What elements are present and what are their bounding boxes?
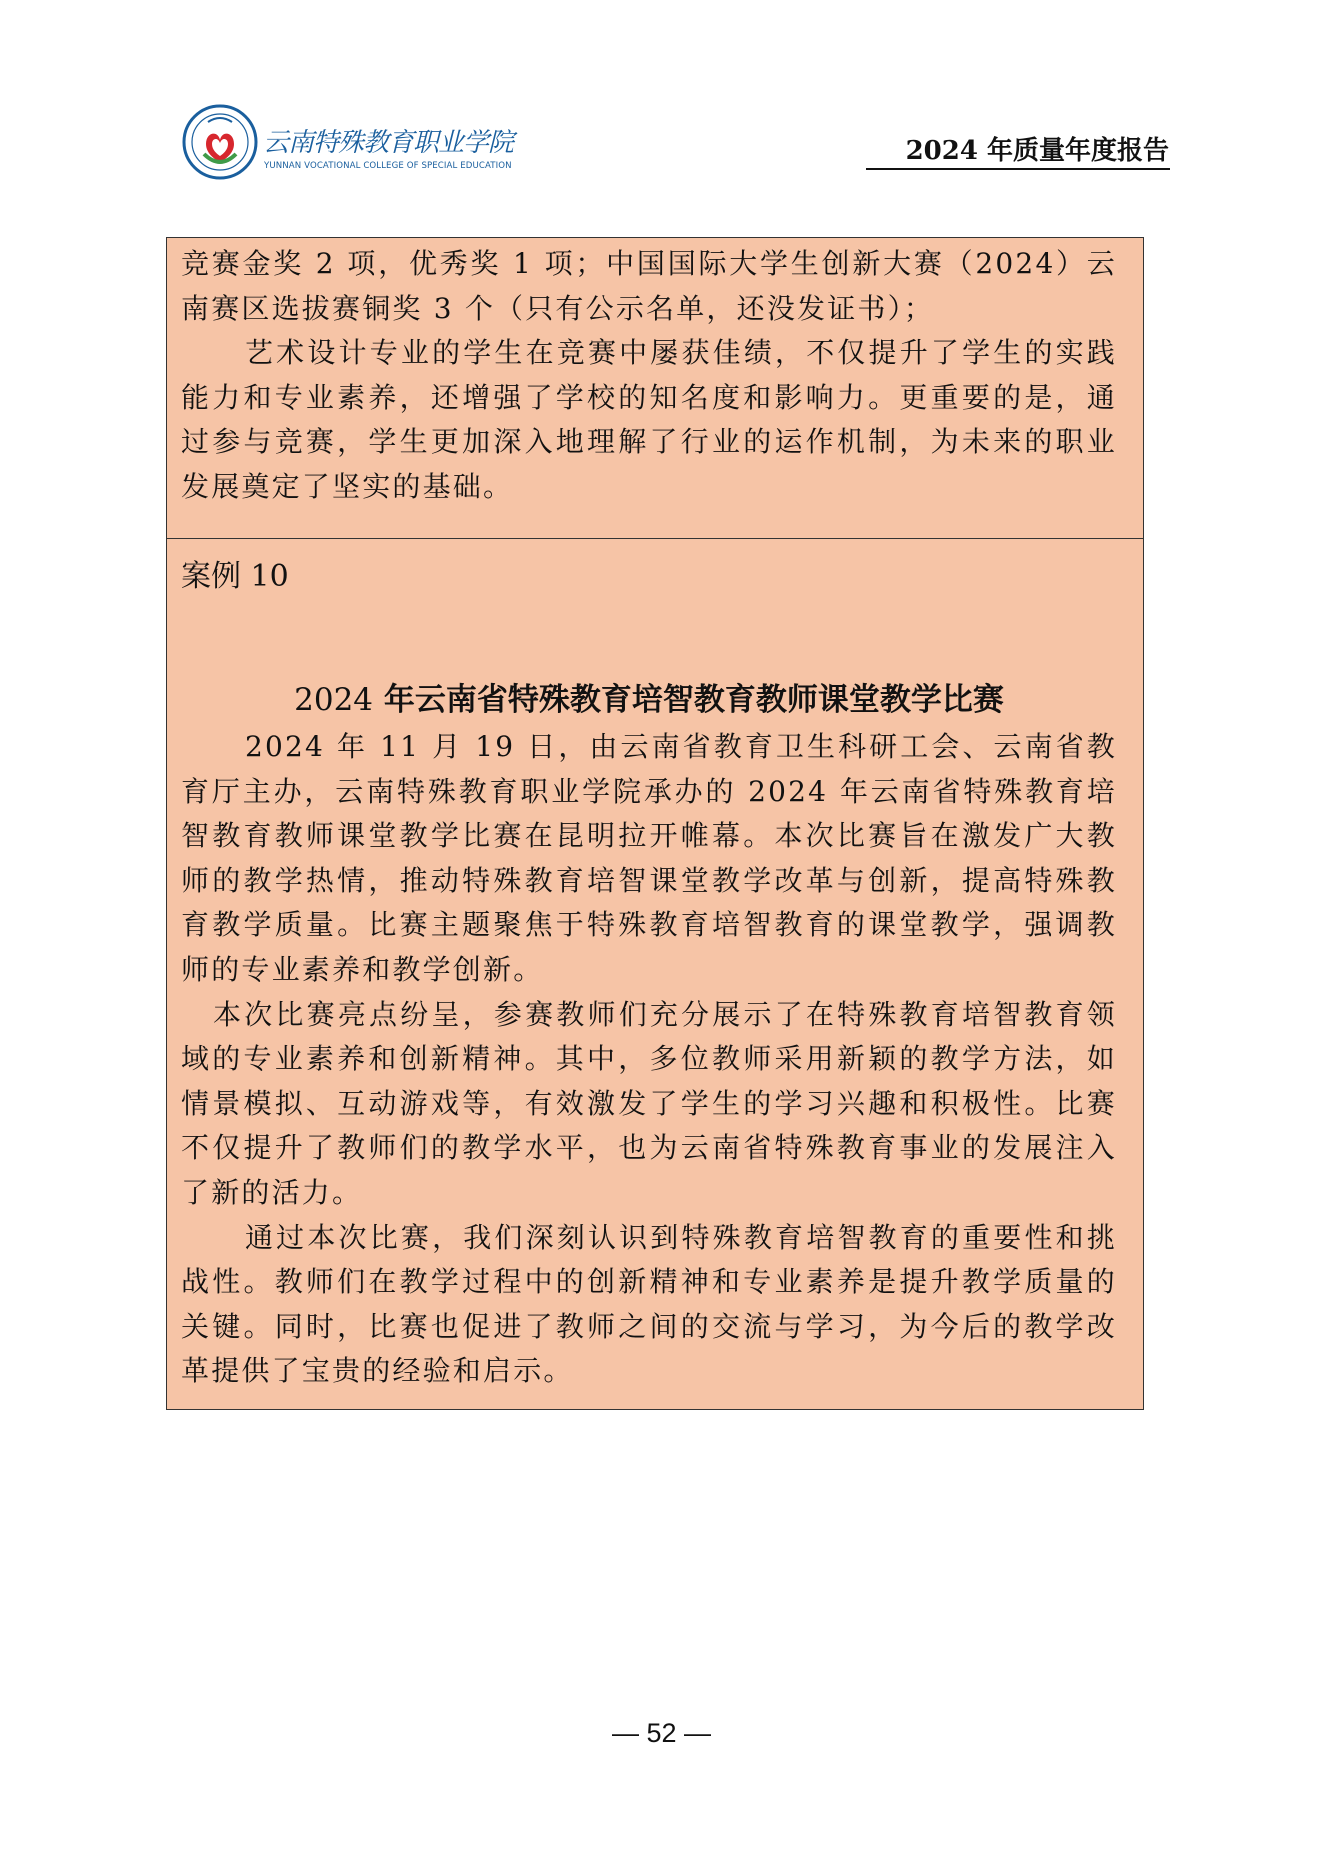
table-row-case: [167, 539, 1144, 1410]
case-paragraph-1: 2024 年 11 月 19 日，由云南省教育卫生科研工会、云南省教育厅主办，云南特殊教育职业学院承办的 2024 年云南省特殊教育培智教育教师课堂教学比赛在昆明拉开帷幕。本次比赛旨在激发广大教师的教学热情，推动特殊教育培智课堂教学改革与创新，提高特殊教育教学质量。比赛主题聚焦于特殊教育培智教育的课堂教学，强调教师的专业素养和教学创新。: [181, 730, 1117, 986]
continued-paragraph-1: 竞赛金奖 2 项，优秀奖 1 项；中国国际大学生创新大赛（2024）云南赛区选拔赛铜奖 3 个（只有公示名单，还没发证书）；: [181, 247, 1117, 325]
case-paragraph-3: 通过本次比赛，我们深刻认识到特殊教育培智教育的重要性和挑战性。教师们在教学过程中的创新精神和专业素养是提升教学质量的关键。同时，比赛也促进了教师之间的交流与学习，为今后的教学改革提供了宝贵的经验和启示。: [181, 1220, 1117, 1388]
continued-cell: [167, 238, 1144, 539]
case-title-text: 年云南省特殊教育培智教育教师课堂教学比赛: [383, 682, 1004, 718]
case-label-text: 案例: [181, 559, 241, 594]
college-seal-icon: [182, 104, 258, 180]
case-title: [181, 675, 1117, 725]
case-number: 10: [250, 559, 289, 594]
header-rule: [866, 168, 1170, 170]
case-label: [181, 539, 1117, 601]
case-title-year: 2024: [294, 682, 374, 718]
report-title: 2024 年质量年度报告: [905, 136, 1169, 166]
college-logo: [182, 104, 514, 188]
college-name-en: YUNNAN VOCATIONAL COLLEGE OF SPECIAL EDUCATION: [264, 161, 512, 171]
college-name-cn: 云南特殊教育职业学院: [263, 128, 514, 158]
case-table: [166, 237, 1144, 1410]
page-number: — 52 —: [611, 1718, 712, 1748]
continued-paragraph-2: 艺术设计专业的学生在竞赛中屡获佳绩，不仅提升了学生的实践能力和专业素养，还增强了学校的知名度和影响力。更重要的是，通过参与竞赛，学生更加深入地理解了行业的运作机制，为未来的职业发展奠定了坚实的基础。: [181, 336, 1117, 503]
case-paragraph-2: 本次比赛亮点纷呈，参赛教师们充分展示了在特殊教育培智教育领域的专业素养和创新精神。其中，多位教师采用新颖的教学方法，如情景模拟、互动游戏等，有效激发了学生的学习兴趣和积极性。比赛不仅提升了教师们的教学水平，也为云南省特殊教育事业的发展注入了新的活力。: [181, 997, 1117, 1209]
table-row-continued: [167, 238, 1144, 539]
case-cell: [167, 539, 1144, 1410]
